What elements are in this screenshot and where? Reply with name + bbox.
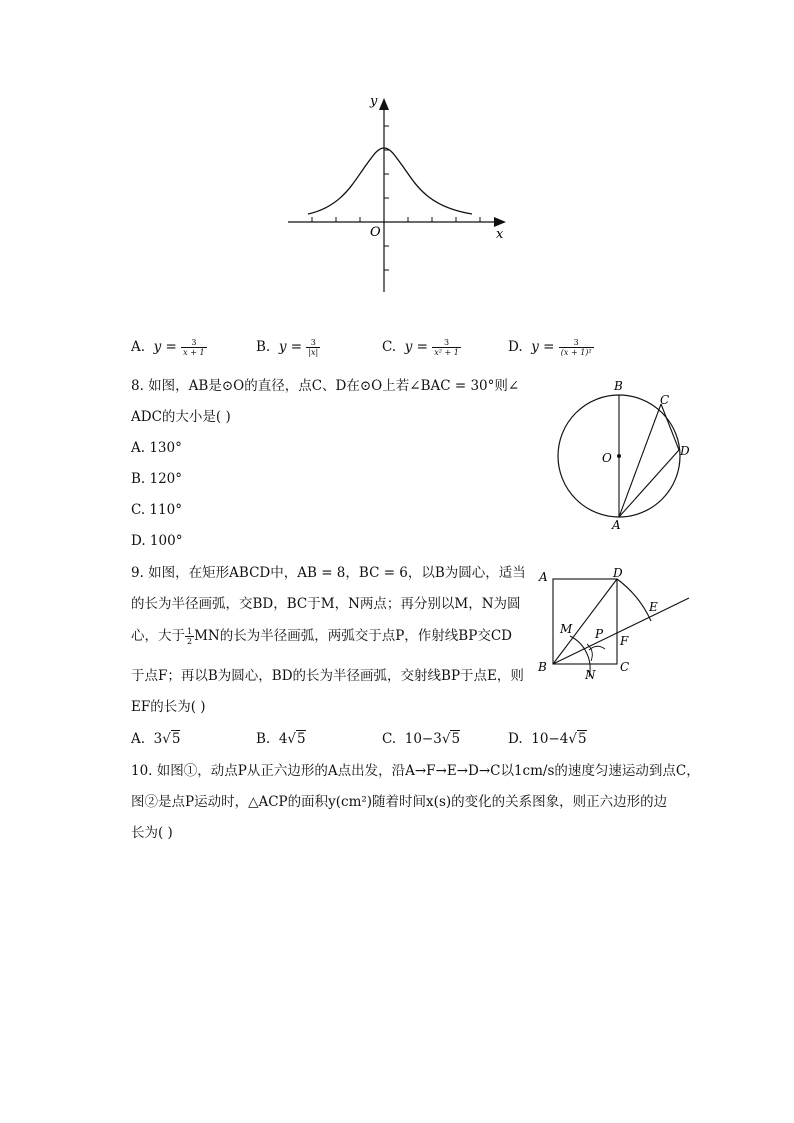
label-c: C [660, 393, 670, 407]
sqrt-icon: √ [441, 731, 451, 747]
label-a: A [539, 570, 548, 584]
q9-option-b[interactable]: B. 4√5 [256, 731, 306, 747]
segment-cd [661, 404, 679, 450]
q8-option-a[interactable]: A. 130° [131, 440, 182, 456]
label-e: E [649, 600, 658, 614]
label-a: A [612, 518, 621, 532]
x-axis-label: x [496, 227, 504, 242]
label-b: B [538, 660, 547, 674]
q10-line-2: 图②是点P运动时，△ACP的面积y(cm²)随着时间x(s)的变化的关系图象，则正六边形的边 [131, 794, 668, 810]
ray-bp [553, 598, 689, 664]
q7-option-c[interactable]: C. y = $\frac{3}{\text{x² + 1}}$ [382, 338, 459, 357]
sqrt-icon: √ [568, 731, 577, 747]
sqrt-icon: √ [162, 731, 171, 747]
sqrt-icon: √ [287, 731, 297, 747]
fraction: $\frac{3}{x + 1}$ [183, 338, 205, 357]
fraction: $\frac{3}{|x|}$ [308, 338, 319, 357]
q7-option-a[interactable]: A. y = $\frac{3}{x + 1}$ [131, 338, 205, 357]
label-c: C [620, 660, 630, 674]
q8-option-d[interactable]: D. 100° [131, 533, 183, 549]
q9-line-5: EF的长为( ) [131, 699, 206, 715]
q10-line-1: 10. 如图①，动点P从正六边形的A点出发，沿A→F→E→D→C以1cm/s的速度匀速运动到点C， [131, 763, 700, 779]
fraction: $\frac{1}{2}$ [187, 627, 193, 646]
label-b: B [614, 379, 623, 393]
label-o: O [602, 451, 612, 465]
center-dot [617, 454, 621, 458]
q8-option-b[interactable]: B. 120° [131, 471, 183, 487]
label-m: M [560, 622, 573, 636]
bell-curve [308, 148, 472, 214]
x-ticks [312, 217, 480, 222]
q9-line-3: 心，大于 $\frac{1}{2}$ MN的长为半径画弧，两弧交于点P，作射线BP交CD [131, 627, 512, 646]
q7-option-d[interactable]: D. y = $\frac{3}{\text{(x + 1)²}}$ [508, 338, 592, 357]
q9-option-a[interactable]: A. 3√5 [131, 731, 181, 747]
fraction: $\frac{3}{\text{(x + 1)²}}$ [560, 338, 592, 357]
y-axis-label: y [370, 94, 378, 109]
label-n: N [585, 668, 596, 682]
arc-de [617, 579, 651, 621]
q10-line-3: 长为( ) [131, 825, 173, 841]
q9-line-2: 的长为半径画弧，交BD，BC于M，N两点；再分别以M，N为圆 [131, 596, 521, 612]
label-p: P [595, 627, 604, 641]
q9-figure [535, 565, 695, 683]
q7-graph [280, 90, 520, 300]
label-d: D [680, 444, 690, 458]
q9-line-4: 于点F；再以B为圆心，BD的长为半径画弧，交射线BP于点E，则 [131, 668, 524, 684]
label-d: D [613, 566, 623, 580]
q7-option-b[interactable]: B. y = $\frac{3}{|x|}$ [256, 338, 319, 357]
origin-label: O [370, 225, 381, 240]
segment-ad [619, 450, 679, 517]
label-f: F [620, 634, 629, 648]
fraction: $\frac{3}{\text{x² + 1}}$ [434, 338, 459, 357]
y-axis-arrow-icon [379, 98, 389, 110]
q9-line-1: 9. 如图，在矩形ABCD中，AB = 8，BC = 6，以B为圆心，适当 [131, 565, 526, 581]
q8-line-2: ADC的大小是( ) [131, 409, 231, 425]
x-axis-arrow-icon [494, 217, 506, 227]
q9-option-c[interactable]: C. 10−3√5 [382, 731, 461, 747]
q8-figure [550, 372, 700, 532]
segment-ac [619, 404, 661, 517]
q9-option-d[interactable]: D. 10−4√5 [508, 731, 587, 747]
q8-line-1: 8. 如图，AB是⊙O的直径，点C、D在⊙O上若∠BAC = 30°则∠ [131, 378, 520, 394]
q8-option-c[interactable]: C. 110° [131, 502, 182, 518]
